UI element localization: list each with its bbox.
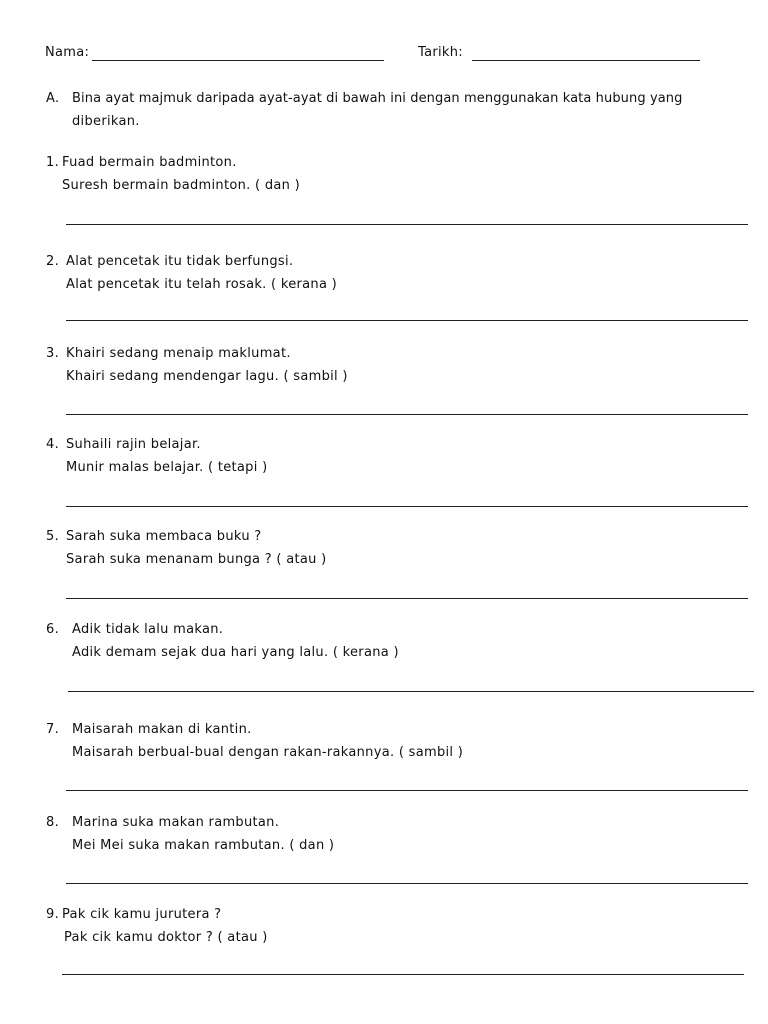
instruction-line-1: Bina ayat majmuk daripada ayat-ayat di bawah ini dengan menggunakan kata hubung yang [72, 91, 683, 106]
answer-line[interactable] [66, 506, 748, 507]
question-sentence-2: Sarah suka menanam bunga ? ( atau ) [66, 552, 327, 567]
question-sentence-1: Marina suka makan rambutan. [72, 815, 280, 830]
answer-line[interactable] [66, 414, 748, 415]
question-sentence-2: Alat pencetak itu telah rosak. ( kerana ) [66, 277, 338, 292]
question-number: 2. [46, 254, 60, 269]
answer-line[interactable] [66, 224, 748, 225]
question-sentence-1: Pak cik kamu jurutera ? [62, 907, 222, 922]
question-number: 1. [46, 155, 60, 170]
question-sentence-1: Maisarah makan di kantin. [72, 722, 252, 737]
question-number: 8. [46, 815, 60, 830]
question-sentence-2: Mei Mei suka makan rambutan. ( dan ) [72, 838, 335, 853]
question-sentence-2: Khairi sedang mendengar lagu. ( sambil ) [66, 369, 348, 384]
answer-line[interactable] [66, 790, 748, 791]
question-number: 7. [46, 722, 60, 737]
question-sentence-2: Pak cik kamu doktor ? ( atau ) [64, 930, 268, 945]
tarikh-field[interactable] [472, 60, 700, 61]
tarikh-label: Tarikh: [418, 45, 463, 60]
answer-line[interactable] [66, 320, 748, 321]
answer-line[interactable] [62, 974, 744, 975]
question-sentence-2: Munir malas belajar. ( tetapi ) [66, 460, 268, 475]
question-number: 4. [46, 437, 60, 452]
answer-line[interactable] [68, 691, 754, 692]
question-sentence-2: Maisarah berbual-bual dengan rakan-rakannya. ( sambil ) [72, 745, 464, 760]
answer-line[interactable] [66, 883, 748, 884]
question-sentence-1: Suhaili rajin belajar. [66, 437, 201, 452]
question-sentence-1: Khairi sedang menaip maklumat. [66, 346, 291, 361]
nama-label: Nama: [45, 45, 90, 60]
nama-field[interactable] [92, 60, 384, 61]
question-number: 6. [46, 622, 60, 637]
section-letter: A. [46, 91, 60, 106]
question-number: 9. [46, 907, 60, 922]
question-sentence-2: Suresh bermain badminton. ( dan ) [62, 178, 300, 193]
answer-line[interactable] [66, 598, 748, 599]
question-sentence-2: Adik demam sejak dua hari yang lalu. ( kerana ) [72, 645, 399, 660]
question-number: 3. [46, 346, 60, 361]
question-sentence-1: Fuad bermain badminton. [62, 155, 237, 170]
question-sentence-1: Alat pencetak itu tidak berfungsi. [66, 254, 294, 269]
instruction-line-2: diberikan. [72, 114, 140, 129]
question-number: 5. [46, 529, 60, 544]
question-sentence-1: Adik tidak lalu makan. [72, 622, 224, 637]
question-sentence-1: Sarah suka membaca buku ? [66, 529, 262, 544]
